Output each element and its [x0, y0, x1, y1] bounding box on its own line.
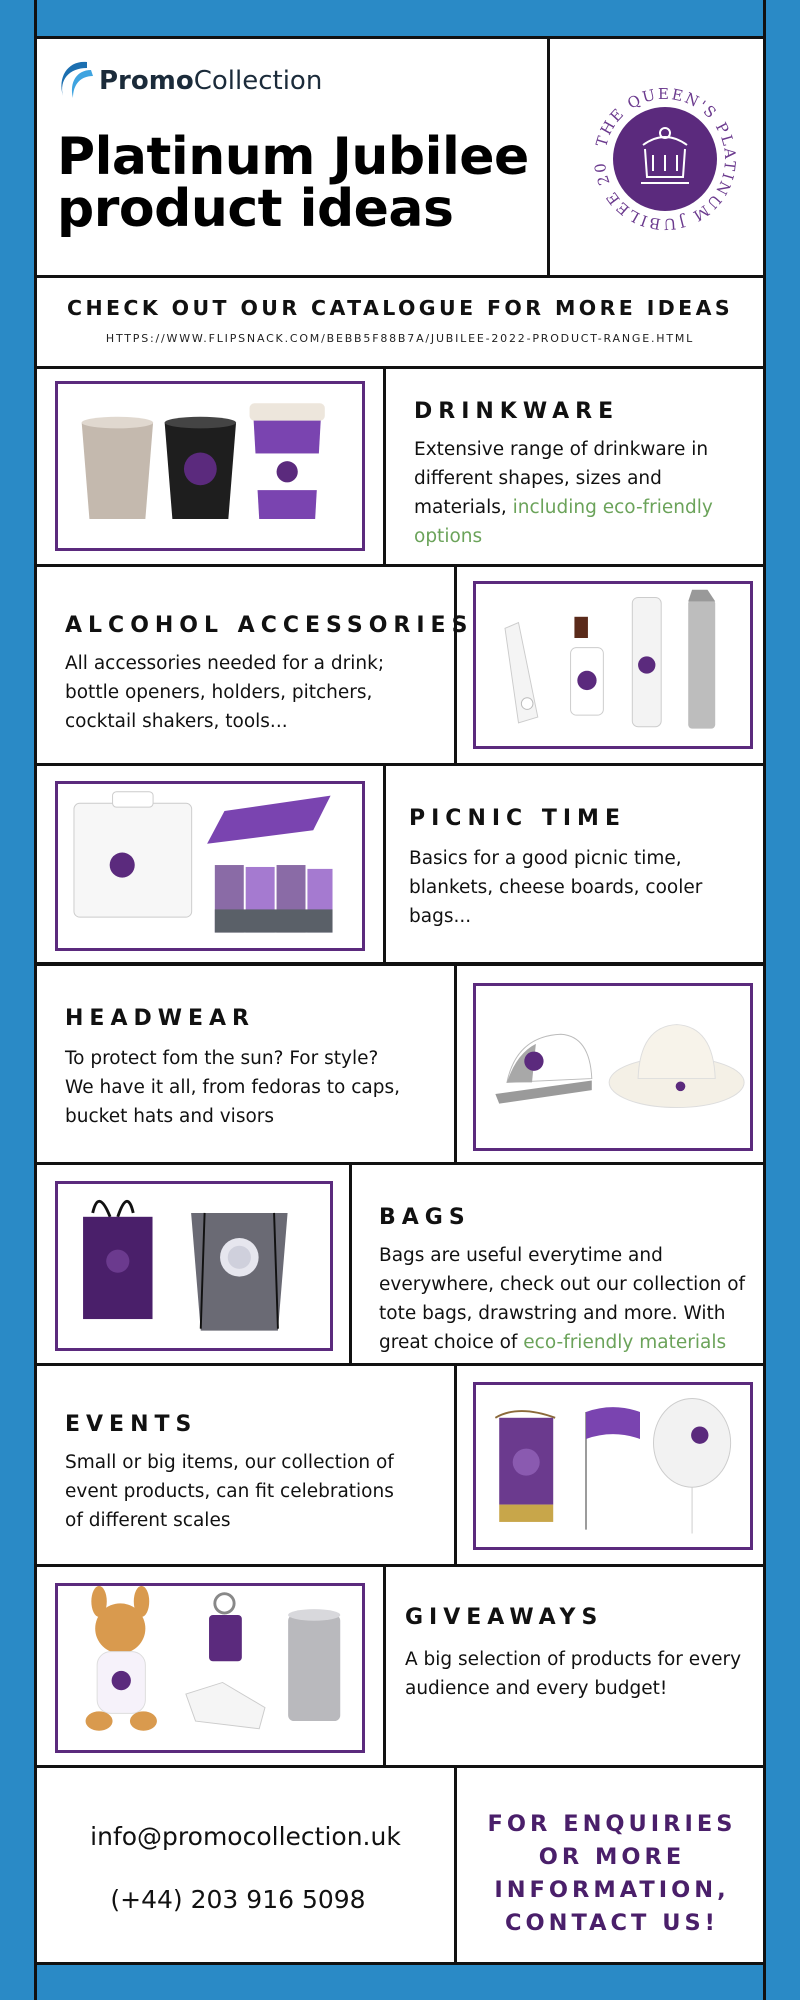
picnic-image	[55, 781, 365, 951]
contact-email-link[interactable]: info@promocollection.uk	[90, 1822, 401, 1851]
alcohol-desc: All accessories needed for a drink; bottle openers, holders, pitchers, cocktail shakers, tools...	[65, 653, 385, 732]
logo-text-collection: Collection	[193, 66, 323, 96]
alcohol-title: ALCOHOL ACCESSORIES	[65, 613, 474, 638]
giveaways-image	[55, 1583, 365, 1753]
drinkware-title: DRINKWARE	[414, 399, 620, 424]
promocollection-logo[interactable]	[57, 55, 322, 107]
section-giveaways	[34, 1564, 766, 1768]
headwear-desc: To protect fom the sun? For style? We have it all, from fedoras to caps, bucket hats and visors	[65, 1048, 400, 1127]
logo-text-promo: Promo	[99, 66, 194, 96]
section-picnic-time	[34, 763, 766, 965]
contact-phone-link[interactable]: (+44) 203 916 5098	[110, 1885, 366, 1914]
catalogue-panel	[34, 275, 766, 369]
drinkware-image	[55, 381, 365, 551]
title-line-2: product ideas	[57, 179, 454, 239]
events-image	[473, 1382, 753, 1550]
alcohol-accessories-image	[473, 581, 753, 749]
bags-title: BAGS	[379, 1205, 471, 1230]
picnic-desc: Basics for a good picnic time, blankets, cheese boards, cooler bags...	[409, 848, 703, 927]
contact-panel	[34, 1765, 766, 1965]
svg-text:THE QUEEN'S PLATINUM JUBILEE 2: THE QUEEN'S PLATINUM JUBILEE 20	[590, 84, 740, 234]
header-panel	[34, 36, 766, 278]
swoosh-logo-icon	[57, 58, 97, 104]
bags-desc	[379, 1241, 749, 1357]
headwear-title: HEADWEAR	[65, 1006, 255, 1031]
drinkware-desc-text: Extensive range of drinkware in different shapes, sizes and materials,	[414, 439, 709, 518]
drinkware-desc	[414, 435, 734, 551]
catalogue-url-link[interactable]: HTTPS://WWW.FLIPSNACK.COM/BEBB5F88B7A/JUBILEE-2022-PRODUCT-RANGE.HTML	[105, 332, 695, 345]
bags-desc-text: Bags are useful everytime and everywhere, check out our collection of tote bags, drawstring and more. With great choice of	[379, 1245, 746, 1353]
catalogue-heading: CHECK OUT OUR CATALOGUE FOR MORE IDEAS	[67, 296, 733, 320]
section-drinkware	[34, 366, 766, 567]
contact-cta: FOR ENQUIRIES OR MORE INFORMATION, CONTACT US!	[487, 1811, 737, 1936]
giveaways-desc: A big selection of products for every audience and every budget!	[405, 1649, 742, 1699]
jubilee-emblem	[575, 59, 755, 255]
bags-eco-link[interactable]: eco-friendly materials	[523, 1332, 727, 1353]
section-headwear	[34, 963, 766, 1165]
page-title	[57, 127, 529, 239]
picnic-title: PICNIC TIME	[409, 806, 626, 831]
bags-image	[55, 1181, 333, 1351]
drinkware-eco-link[interactable]: including eco-friendly options	[414, 497, 713, 547]
events-title: EVENTS	[65, 1412, 198, 1437]
events-desc: Small or big items, our collection of event products, can fit celebrations of different scales	[65, 1452, 394, 1531]
section-alcohol-accessories	[34, 564, 766, 766]
title-line-1: Platinum Jubilee	[57, 127, 529, 187]
giveaways-title: GIVEAWAYS	[405, 1605, 604, 1630]
headwear-image	[473, 983, 753, 1151]
section-bags	[34, 1162, 766, 1366]
section-events	[34, 1363, 766, 1567]
